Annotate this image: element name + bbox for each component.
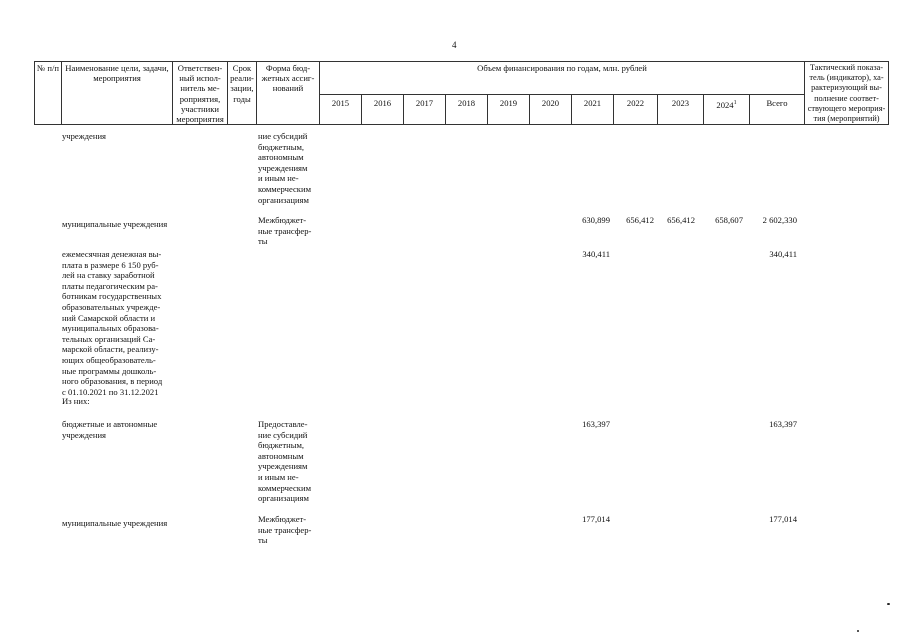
year-2015: 2015 [331, 98, 350, 108]
year-2023: 2023 [671, 98, 690, 108]
year-2017: 2017 [415, 98, 434, 108]
row-name: бюджетные и автономные учреждения [62, 419, 158, 440]
value-total: 340,411 [769, 249, 797, 259]
row-form: Межбюджет- ные трансфер- ты [258, 514, 312, 546]
row-form: Предоставле- ние субсидий бюджетным, автономным учреждениям и иным не- коммерческим организациям [258, 419, 312, 504]
value-2021: 163,397 [582, 419, 610, 429]
row-name: ежемесячная денежная вы- плата в размере 6 150 руб- лей на ставку заработной платы педагогическим ра- ботникам государственных образовательных учрежде- ний Самарской области и муниципальных образова- тельных организаций Са- марской области, реализу- ющих общеобразователь- ные программы дошколь- ного образования, в период с 01.10.2021 по 31.12.2021 [62, 249, 163, 397]
value-total: 177,014 [769, 514, 797, 524]
header-form: Форма бюд- жетных ассиг- нований [261, 63, 315, 94]
row-form: ние субсидий бюджетным, автономным учреждениям и иным не- коммерческим организациям [258, 131, 312, 205]
row-name: муниципальные учреждения [62, 219, 168, 229]
scan-speck [887, 603, 890, 605]
year-2021: 2021 [583, 98, 602, 108]
header-top-border [34, 61, 889, 62]
year-2022: 2022 [626, 98, 645, 108]
row-name: муниципальные учреждения [62, 518, 168, 528]
value-2022: 656,412 [626, 215, 654, 225]
year-2016: 2016 [373, 98, 392, 108]
row-sub-label: Из них: [62, 396, 90, 406]
header-term: Срок реали- зации, годы [230, 63, 254, 104]
year-2024-label: 2024 [716, 99, 734, 110]
year-2024 [704, 98, 749, 110]
header-funding: Объем финансирования по годам, млн. рублей [477, 63, 647, 73]
years-row-top-border [319, 94, 805, 95]
header-indicator: Тактический показа- тель (индикатор), ха- рактеризующий вы- полнение соответ- ствующего мероприя- тия (мероприятий) [807, 63, 886, 124]
year-2024-footnote: 1 [733, 100, 737, 106]
value-total: 2 602,330 [762, 215, 797, 225]
year-2019: 2019 [499, 98, 518, 108]
header-bottom-border [34, 124, 889, 125]
year-total: Всего [766, 98, 788, 108]
page-number: 4 [452, 40, 457, 50]
value-total: 163,397 [769, 419, 797, 429]
value-2023: 656,412 [667, 215, 695, 225]
year-2020: 2020 [541, 98, 560, 108]
scan-speck [857, 630, 859, 632]
value-2024: 658,607 [715, 215, 743, 225]
col-border [888, 61, 889, 125]
header-name: Наименование цели, задачи, мероприятия [65, 63, 169, 84]
value-2021: 340,411 [582, 249, 610, 259]
year-2018: 2018 [457, 98, 476, 108]
value-2021: 630,899 [582, 215, 610, 225]
row-name: учреждения [62, 131, 107, 141]
header-responsible: Ответствен- ный испол- нитель ме- роприятия, участники мероприятия [176, 63, 224, 125]
header-num: № п/п [37, 63, 59, 73]
row-form: Межбюджет- ные трансфер- ты [258, 215, 312, 247]
value-2021: 177,014 [582, 514, 610, 524]
